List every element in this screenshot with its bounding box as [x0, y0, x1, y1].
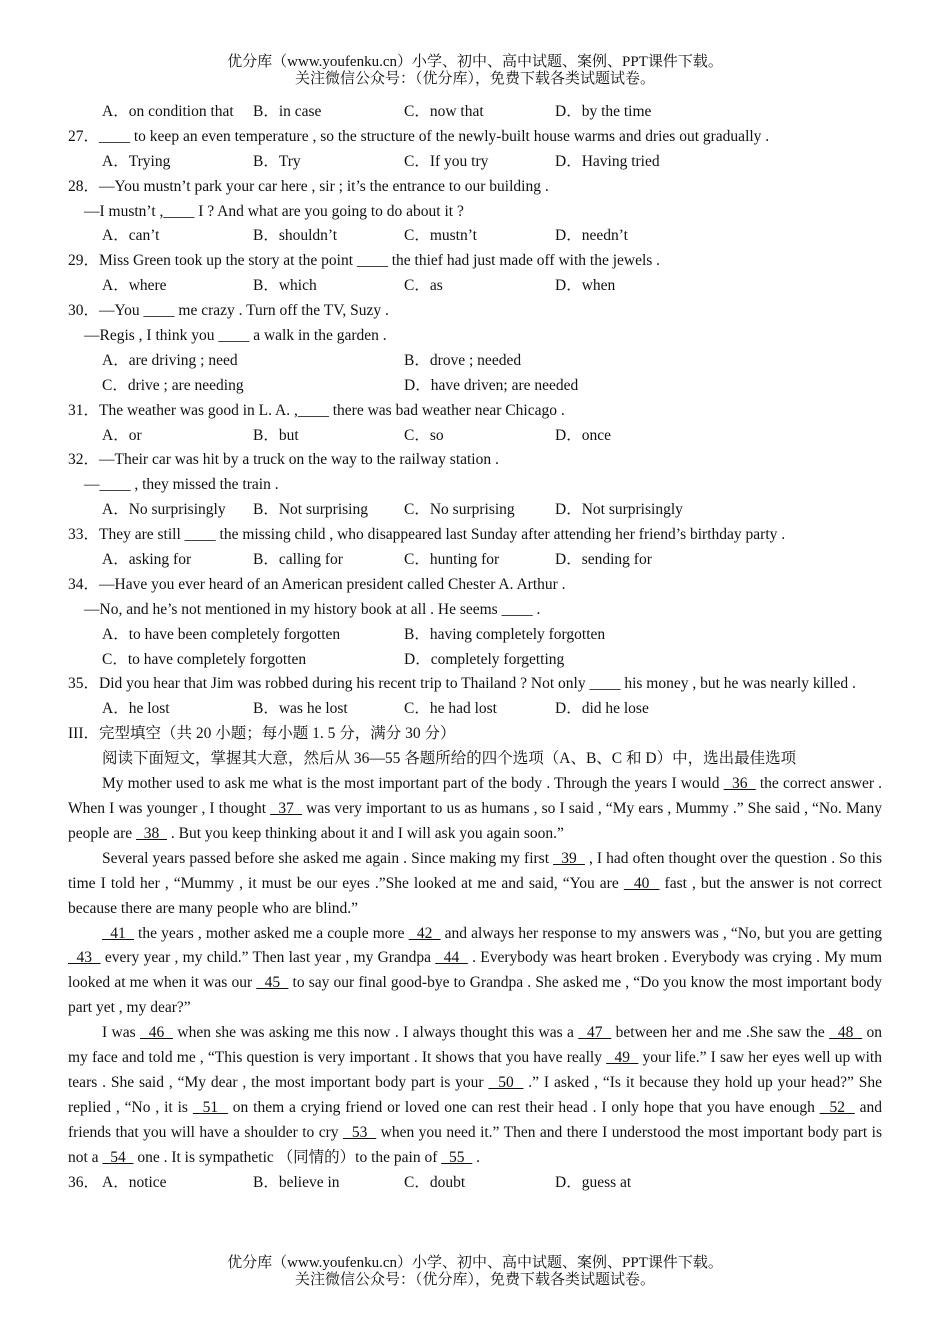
section-3-instruction: 阅读下面短文，掌握其大意，然后从 36—55 各题所给的四个选项（A、B、C 和 D）中，选出最佳选项	[102, 750, 797, 768]
page-header	[0, 54, 950, 88]
option: A．can’t	[102, 227, 160, 245]
option: C．mustn’t	[404, 227, 477, 245]
option: B．believe in	[253, 1173, 340, 1191]
option: B．calling for	[253, 551, 343, 569]
option: B．shouldn’t	[253, 227, 338, 245]
question-34-reply: —No, and he’s not mentioned in my history book at all . He seems ____ .	[84, 600, 541, 618]
q34-options-row-1	[68, 623, 882, 648]
option: D．completely forgetting	[404, 650, 565, 668]
option: A．on condition that	[102, 103, 234, 120]
option: B．drove ; needed	[404, 351, 522, 369]
blank-53: 53	[342, 1123, 377, 1141]
q33-options	[68, 548, 882, 573]
blank-55: 55	[441, 1148, 473, 1166]
option: A．No surprisingly	[102, 501, 226, 519]
option: B．Not surprising	[253, 501, 368, 519]
question-29-stem: 29．Miss Green took up the story at the point ____ the thief had just made off with the jewels .	[68, 252, 661, 270]
passage-paragraph: I was 46 when she was asking me this now . I always thought this was a 47 between her and me .She saw the 48 on my face and told me , “This question is very important . It shows that you have really 49 your life.” I saw her eyes well up with tears . She said , “My dear , the most important body part is your 50 .” I asked , “Is it because they hold up your head?” She replied , “No , it is 51 on them a crying friend or loved one can rest their head . I only hope that you have enough 52 and friends that you will have a shoulder to cry 53 when you need it.” Then and there I understood the most important body part is not a 54 one . It is sympathetic （同情的）to the pain of 55 .	[68, 1024, 883, 1166]
option: A．notice	[102, 1173, 167, 1191]
q30-options-row-1	[68, 349, 882, 374]
option: C．drive ; are needing	[102, 376, 244, 394]
header-line-1: 优分库（www.youfenku.cn）小学、初中、高中试题、案例、PPT课件下载。	[227, 54, 723, 70]
q32-options	[68, 498, 882, 523]
question-32-stem: 32．—Their car was hit by a truck on the way to the railway station .	[68, 451, 499, 469]
blank-54: 54	[102, 1148, 134, 1166]
option: D．when	[555, 277, 616, 295]
blank-51: 51	[192, 1098, 228, 1116]
option: D．once	[555, 426, 611, 444]
option: D．have driven; are needed	[404, 376, 579, 394]
blank-43: 43	[68, 949, 101, 967]
footer-line-2: 关注微信公众号：（优分库），免费下载各类试题试卷。	[294, 1272, 655, 1288]
question-33-stem: 33．They are still ____ the missing child , who disappeared last Sunday after attending her friend’s birthday party .	[68, 526, 786, 544]
question-28-stem: 28．—You mustn’t park your car here , sir ; it’s the entrance to our building .	[68, 177, 549, 195]
q28-options	[68, 224, 882, 249]
q34-options-row-2	[68, 648, 882, 673]
q30-options-row-2	[68, 374, 882, 399]
q27-options	[68, 150, 882, 175]
option: A．asking for	[102, 551, 192, 569]
blank-48: 48	[829, 1024, 863, 1042]
option: A．to have been completely forgotten	[102, 625, 341, 643]
q29-options	[68, 274, 882, 299]
blank-50: 50	[488, 1073, 524, 1091]
page-footer	[0, 1255, 950, 1289]
question-34-stem: 34．—Have you ever heard of an American president called Chester A. Arthur .	[68, 575, 566, 593]
blank-52: 52	[819, 1098, 855, 1116]
section-3-title: III．完型填空（共 20 小题；每小题 1. 5 分，满分 30 分）	[68, 725, 456, 743]
question-30-reply: —Regis , I think you ____ a walk in the garden .	[84, 327, 387, 345]
option: B．but	[253, 426, 299, 444]
option: C．to have completely forgotten	[102, 650, 307, 668]
blank-39: 39	[553, 849, 585, 867]
option: C．If you try	[404, 152, 489, 170]
blank-44: 44	[435, 949, 468, 967]
header-line-2: 关注微信公众号：（优分库），免费下载各类试题试卷。	[294, 71, 655, 87]
question-35-stem: 35．Did you hear that Jim was robbed during his recent trip to Thailand ? Not only ____ his money , but he was nearly killed .	[68, 675, 856, 693]
option: C．as	[404, 277, 443, 295]
option: B．was he lost	[253, 700, 348, 718]
option: B．having completely forgotten	[404, 625, 606, 643]
option: A．or	[102, 426, 142, 444]
option: C．now that	[404, 103, 484, 120]
option: D．Having tried	[555, 152, 660, 170]
option: B．Try	[253, 152, 301, 170]
question-number: 36．	[68, 1173, 100, 1191]
passage-paragraph: Several years passed before she asked me again . Since making my first 39 , I had often thought over the question . So this time I told her , “Mummy , it must be our eyes .”She looked at me and said, “You are 40 fast , but the answer is not correct because there are many people who are blind.”	[68, 849, 882, 917]
question-31-stem: 31．The weather was good in L. A. ,____ there was bad weather near Chicago .	[68, 401, 565, 419]
question-28-reply: —I mustn’t ,____ I ? And what are you going to do about it ?	[84, 202, 464, 220]
question-27-stem: 27．____ to keep an even temperature , so the structure of the newly-built house warms and dries out gradually .	[68, 127, 770, 145]
option: B．in case	[253, 103, 322, 120]
q35-options	[68, 697, 882, 722]
exam-content	[68, 100, 882, 1195]
option: D．did he lose	[555, 700, 649, 718]
option: C．No surprising	[404, 501, 515, 519]
question-30-stem: 30．—You ____ me crazy . Turn off the TV, Suzy .	[68, 302, 389, 320]
blank-37: 37	[270, 799, 303, 817]
footer-line-1: 优分库（www.youfenku.cn）小学、初中、高中试题、案例、PPT课件下载。	[227, 1255, 723, 1271]
blank-47: 47	[578, 1024, 612, 1042]
q36-options	[68, 1171, 882, 1196]
blank-40: 40	[623, 874, 660, 892]
option: C．so	[404, 426, 444, 444]
blank-36: 36	[723, 775, 756, 793]
option: A．where	[102, 277, 167, 295]
passage-paragraph: 41 the years , mother asked me a couple more 42 and always her response to my answers was , “No, but you are getting 43 every year , my child.” Then last year , my Grandpa 44 . Everybody was heart broken . Everybody was crying . My mum looked at me when it was our 45 to say our final good-bye to Grandpa . She asked me , “Do you know the most important body part yet , my dear?”	[68, 924, 883, 1017]
option: C．doubt	[404, 1173, 466, 1191]
option: D．by the time	[555, 103, 652, 120]
blank-41: 41	[102, 924, 134, 942]
blank-49: 49	[606, 1049, 639, 1067]
blank-38: 38	[136, 824, 167, 842]
option: D．guess at	[555, 1173, 632, 1191]
option: D．needn’t	[555, 227, 628, 245]
blank-45: 45	[256, 974, 289, 992]
option: D．sending for	[555, 551, 652, 569]
option: A．Trying	[102, 152, 171, 170]
q26-options	[68, 100, 882, 125]
passage-paragraph: My mother used to ask me what is the most important part of the body . Through the years I would 36 the correct answer . When I was younger , I thought 37 was very important to us as humans , so I said , “My ears , Mummy .” She said , “No. Many people are 38 . But you keep thinking about it and I will ask you again soon.”	[68, 775, 883, 842]
blank-46: 46	[140, 1024, 174, 1042]
option: A．are driving ; need	[102, 351, 238, 369]
option: D．Not surprisingly	[555, 501, 683, 519]
option: C．he had lost	[404, 700, 497, 718]
option: B．which	[253, 277, 317, 295]
option: C．hunting for	[404, 551, 500, 569]
option: A．he lost	[102, 700, 170, 718]
question-32-reply: —____ , they missed the train .	[84, 476, 279, 494]
blank-42: 42	[408, 924, 441, 942]
q31-options	[68, 424, 882, 449]
